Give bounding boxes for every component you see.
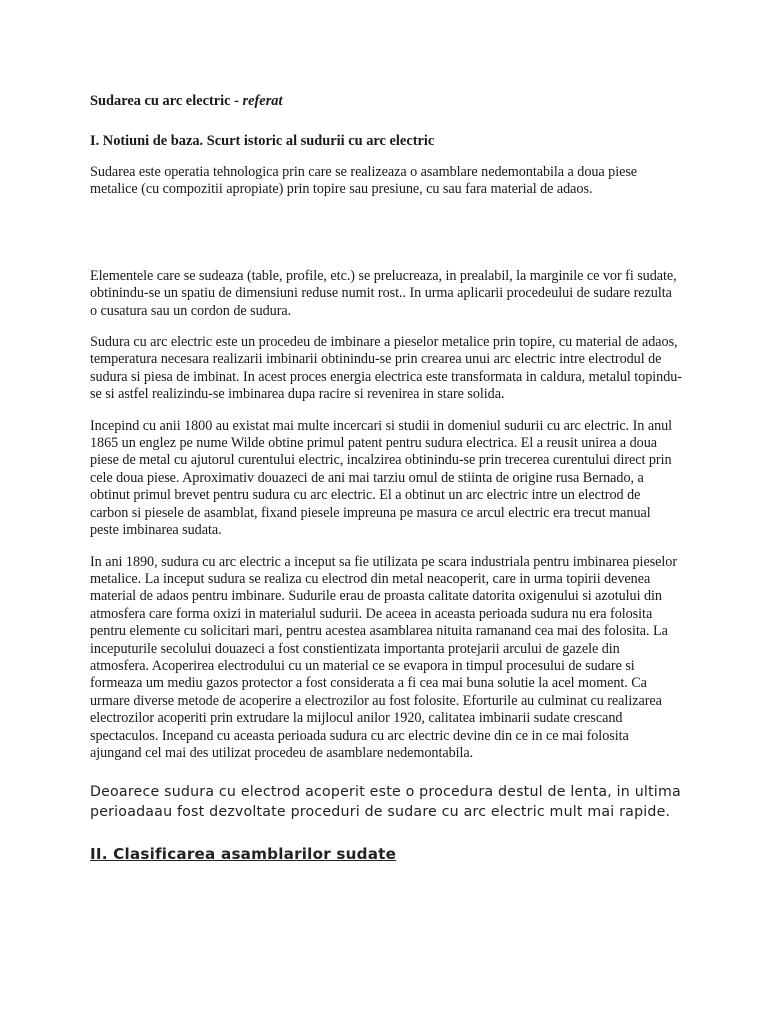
paragraph-history-1800: Incepind cu anii 1800 au existat mai multe incercari si studii in domeniul sudurii cu arc electric. In anul 1865 un englez pe nume Wilde obtine primul patent pentru sudura electrica. El a reusit unirea a doua piese de metal cu ajutorul curentului electric, incalzirea obtinindu-se prin trecerea curentului direct prin cele doua piese. Aproximativ douazeci de ani mai tarziu omul de stiinta de origine rusa Bernado, a obtinut primul brevet pentru sudura cu arc electric. El a obtinut un arc electric intre un electrod de carbon si piesele de asamblat, fixand piesele impreuna pe masura ce arcul electric era trecut manual peste imbinarea sudata.	[90, 417, 673, 539]
paragraph-history-1890: In ani 1890, sudura cu arc electric a inceput sa fie utilizata pe scara industriala pentru imbinarea pieselor metalice. La inceput sudura se realiza cu electrod din metal neacoperit, care in urma topirii devenea material de adaos pentru imbinare. Sudurile erau de proasta calitate datorita oxigenului si azotului din atmosfera care forma oxizi in materialul sudurii. De aceea in aceasta perioada sudura nu era folosita pentru elemente cu solicitari mari, pentru acestea asamblarea nituita ramanand cea mai des folosita. La inceputurile secolului douazeci a fost constientizata importanta protejarii arcului de gazele din atmosfera. Acoperirea electrodului cu un material ce se evapora in timpul procesului de sudare si formeaza um mediu gazos protector a fost considerata a fi cea mai buna solutie la acel moment. Ca urmare diverse metode de acoperire a electrozilor au fost folosite. Eforturile au culminat cu realizarea electrozilor acoperiti prin extrudare la mijlocul anilor 1920, calitatea imbinarii sudate crescand spectaculos. Incepand cu aceasta perioada sudura cu arc electric devine din ce in ce mai folosita ajungand cel mai des utilizat procedeu de asamblare nedemontabila.	[90, 553, 678, 761]
document-title-main: Sudarea cu arc electric -	[90, 93, 243, 109]
paragraph-arc-welding: Sudura cu arc electric este un procedeu de imbinare a pieselor metalice prin topire, cu material de adaos, temperatura necesara realizarii imbinarii obtinindu-se prin crearea unui arc electric intre electrodul de sudura si piesa de imbinat. In acest proces energia electrica este transformata in caldura, metalul topindu-se si astfel realizindu-se imbinarea dupa racire si revenirea in stare solida.	[90, 334, 682, 403]
document-title	[90, 92, 682, 110]
blank-space	[90, 213, 682, 268]
document-body	[90, 92, 682, 864]
section-2-heading: II. Clasificarea asamblarilor sudate	[90, 845, 397, 864]
section-1-heading: I. Notiuni de baza. Scurt istoric al sudurii cu arc electric	[90, 133, 435, 149]
document-title-italic: referat	[242, 93, 283, 109]
paragraph-faster-procedures: Deoarece sudura cu electrod acoperit este o procedura destul de lenta, in ultima perioadaau fost dezvoltate proceduri de sudare cu arc electric mult mai rapide.	[90, 784, 681, 821]
paragraph-definition: Sudarea este operatia tehnologica prin care se realizeaza o asamblare nedemontabila a doua piese metalice (cu compozitii apropiate) prin topire sau presiune, cu sau fara material de adaos.	[90, 164, 638, 198]
paragraph-elements: Elementele care se sudeaza (table, profile, etc.) se prelucreaza, in prealabil, la marginile ce vor fi sudate, obtinindu-se un spatiu de dimensiuni reduse numit rost.. In urma aplicarii procedeului de sudare rezulta o cusatura sau un cordon de sudura.	[90, 267, 677, 319]
